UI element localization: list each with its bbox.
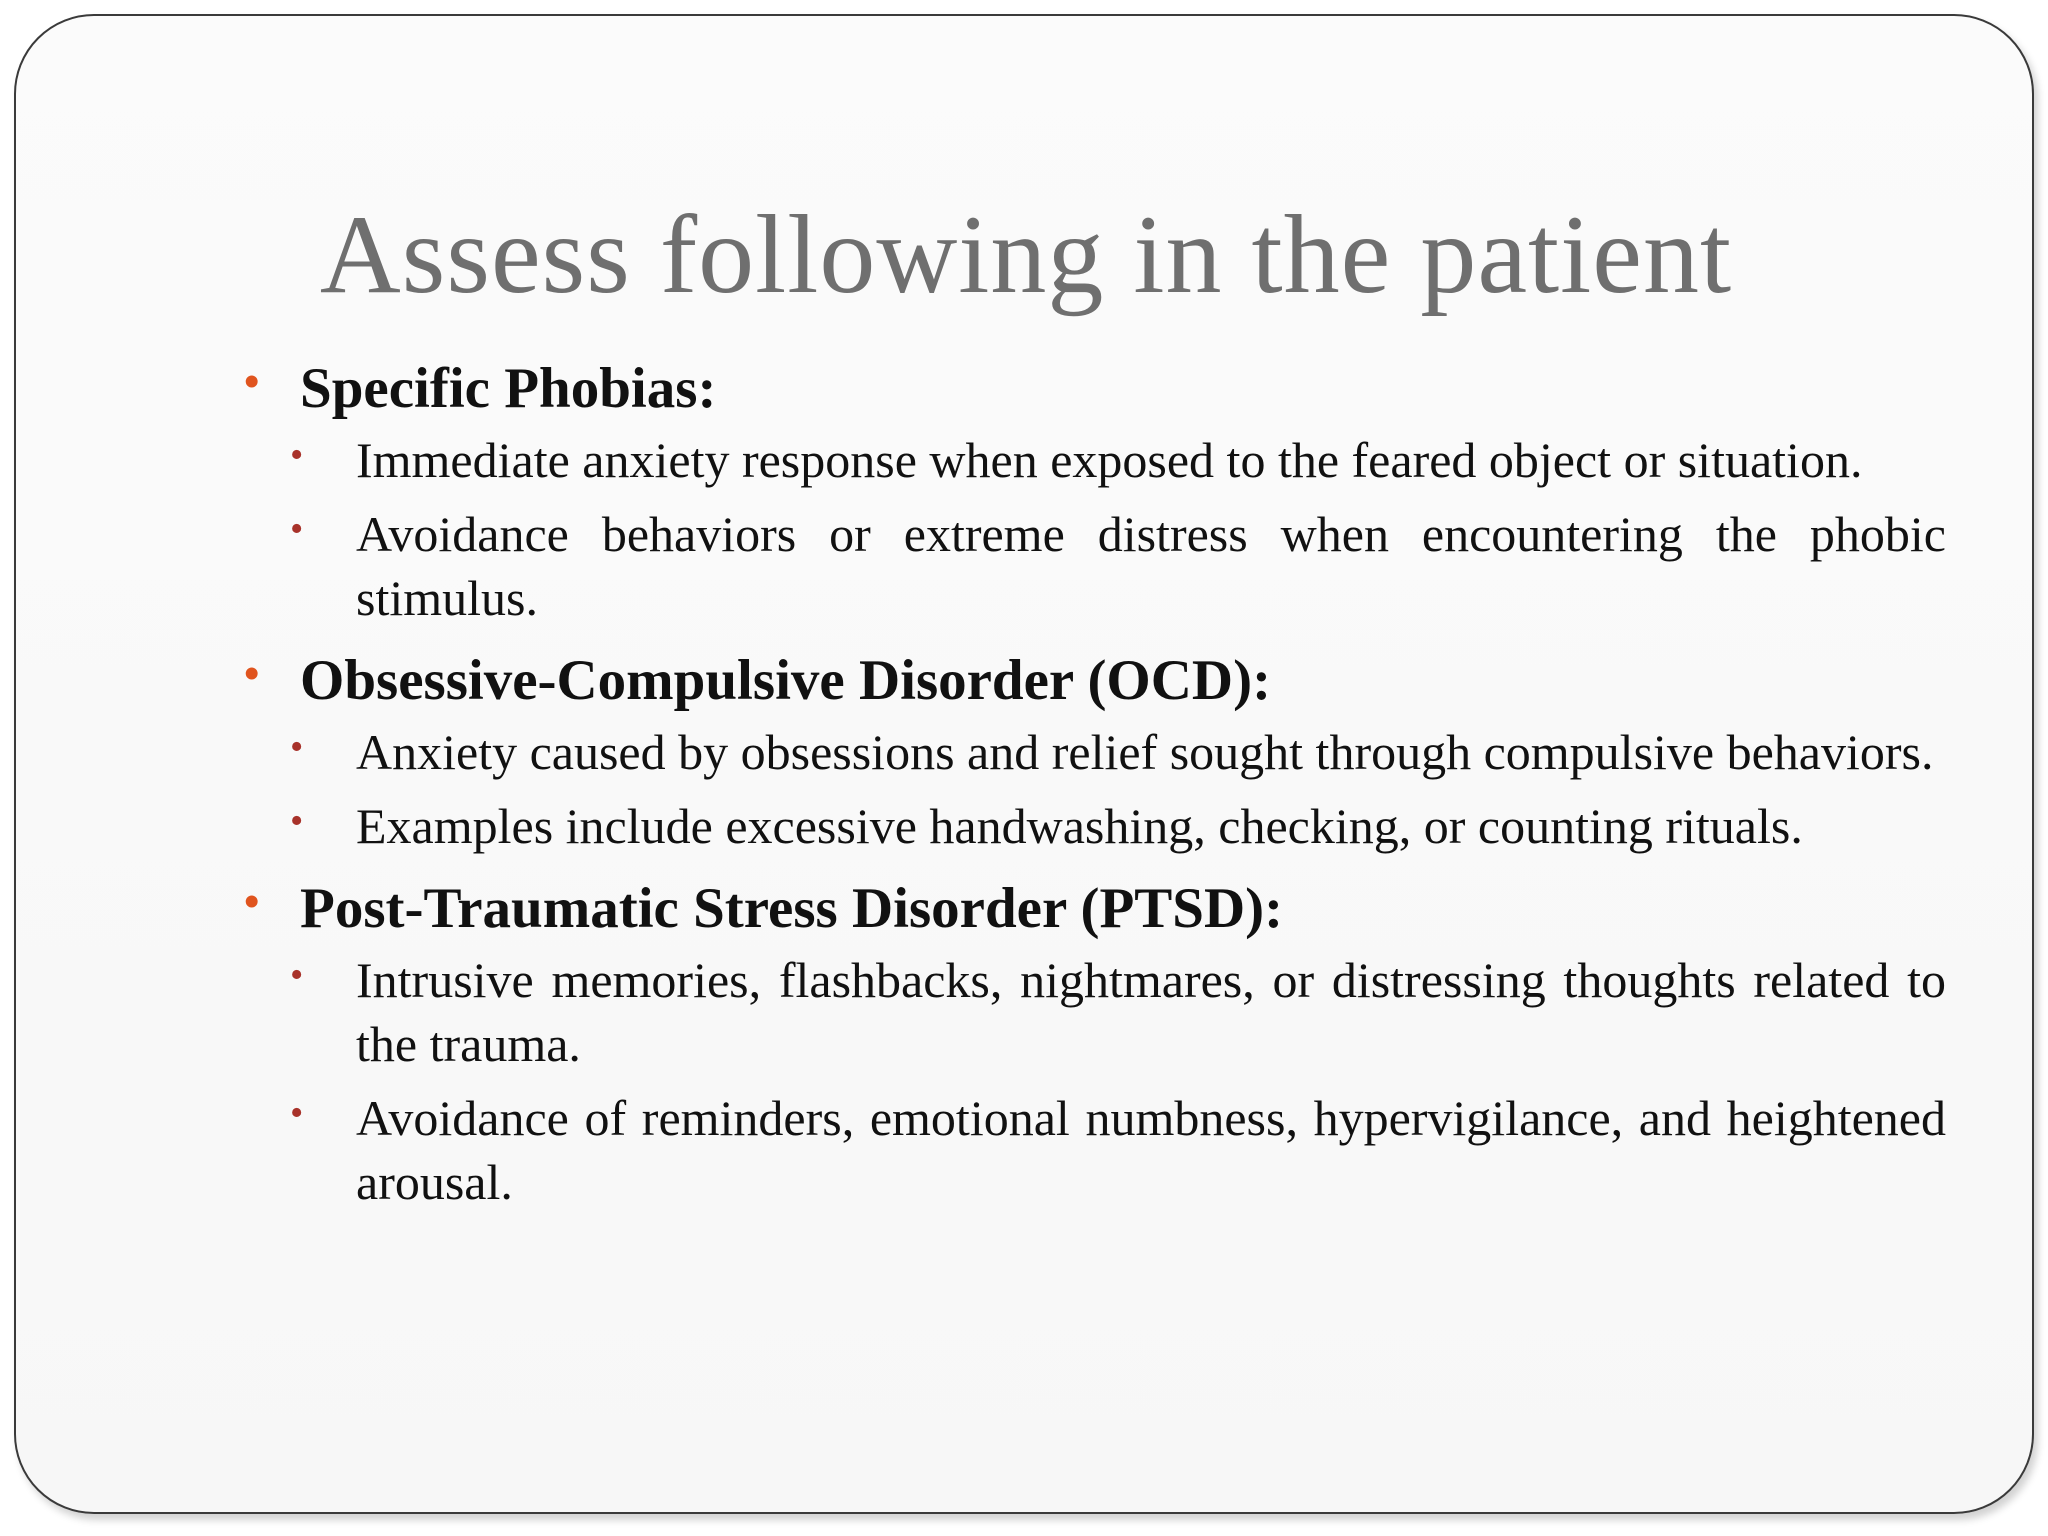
slide-title: Assess following in the patient	[319, 193, 1733, 317]
list-item-text: Immediate anxiety response when exposed to the feared object or situation.	[356, 432, 1863, 488]
section-heading-row	[226, 646, 1946, 716]
section-heading: Specific Phobias:	[300, 357, 717, 420]
orange-bullet-icon: •	[244, 357, 260, 406]
red-bullet-icon: •	[290, 508, 304, 550]
section-heading: Obsessive-Compulsive Disorder (OCD):	[300, 649, 1272, 712]
slide-content	[226, 354, 1946, 1224]
section-heading-row	[226, 874, 1946, 944]
section-specific-phobias	[226, 354, 1946, 630]
section-heading-row	[226, 354, 1946, 424]
list-item-text: Anxiety caused by obsessions and relief sought through compulsive behaviors.	[356, 724, 1934, 780]
list-item	[226, 502, 1946, 630]
list-item-text: Avoidance of reminders, emotional numbness, hypervigilance, and heightened arousal.	[356, 1090, 1946, 1210]
section-ptsd	[226, 874, 1946, 1214]
list-item	[226, 428, 1946, 492]
section-ocd	[226, 646, 1946, 858]
list-item	[226, 720, 1946, 784]
list-item-text: Intrusive memories, flashbacks, nightmares, or distressing thoughts related to the trauma.	[356, 952, 1946, 1072]
orange-bullet-icon: •	[244, 649, 260, 698]
slide-frame	[14, 14, 2034, 1514]
section-heading: Post-Traumatic Stress Disorder (PTSD):	[300, 877, 1284, 940]
orange-bullet-icon: •	[244, 877, 260, 926]
list-item	[226, 1086, 1946, 1214]
list-item	[226, 794, 1946, 858]
red-bullet-icon: •	[290, 726, 304, 768]
red-bullet-icon: •	[290, 1092, 304, 1134]
red-bullet-icon: •	[290, 800, 304, 842]
list-item	[226, 948, 1946, 1076]
list-item-text: Examples include excessive handwashing, checking, or counting rituals.	[356, 798, 1803, 854]
red-bullet-icon: •	[290, 434, 304, 476]
list-item-text: Avoidance behaviors or extreme distress when encountering the phobic stimulus.	[356, 506, 1946, 626]
red-bullet-icon: •	[290, 954, 304, 996]
